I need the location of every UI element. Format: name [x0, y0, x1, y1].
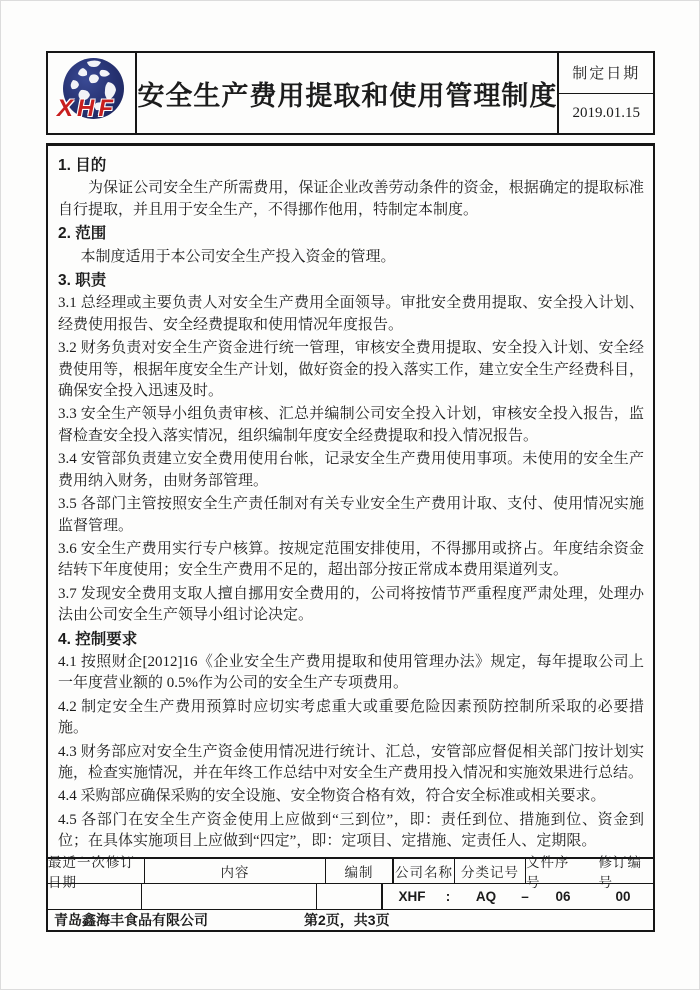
col-header-revision-date: 最近一次修订日期: [48, 859, 145, 883]
date-cell: [557, 53, 653, 133]
body-paragraph: 4.5 各部门在安全生产资金使用上应做到“三到位”，即：责任到位、措施到位、资金到位；在具体实施项目上应做到“四定”，即：定项目、定措施、定责任人、定期限。: [58, 811, 644, 850]
body-paragraph: 4.4 采购部应确保采购的安全设施、安全物资合格有效，符合安全标准或相关要求。: [58, 788, 606, 805]
code-colon: :: [445, 889, 451, 904]
logo-cell: [48, 53, 137, 133]
document-main-box: [46, 143, 655, 932]
body-paragraph: 3.4 安管部负责建立安全费用使用台帐，记录安全生产费用使用事项。未使用的安全生产费用纳入财务，由财务部管理。: [58, 451, 644, 489]
footer-company-row: [48, 910, 653, 930]
col-header-category-code: 分类记号: [455, 859, 526, 883]
body-paragraph: 4.1 按照财企[2012]16《企业安全生产费用提取和使用管理办法》规定，每年提取公司上一年度营业额的 0.5%作为公司的安全生产专项费用。: [58, 653, 644, 692]
col-header-file-and-revision-no: [526, 855, 653, 890]
section-heading: 2. 范围: [58, 225, 107, 243]
body-paragraph: 3.7 发现安全费用支取人擅自挪用安全费用的，公司将按情节严重程度严肃处理，处理办法由公司安全生产领导小组讨论决定。: [58, 585, 644, 624]
value-content: [142, 884, 317, 909]
document-body: [48, 146, 653, 858]
body-paragraph: 3.1 总经理或主要负责人对安全生产费用全面领导。审批安全费用提取、安全投入计划、经费使用报告、安全经费提取和使用情况年度报告。: [58, 295, 644, 333]
footer-table: [46, 857, 655, 932]
code-category: AQ: [475, 889, 497, 904]
document-title: 安全生产费用提取和使用管理制度: [137, 80, 558, 111]
code-revision-no: 00: [615, 889, 631, 904]
company-name: 青岛鑫海丰食品有限公司: [54, 912, 208, 928]
value-prepared-by: [317, 884, 383, 909]
body-paragraph: 4.3 财务部应对安全生产资金使用情况进行统计、汇总，安管部应督促相关部门按计划实施，检查实施情况，并在年终工作总结中对安全生产费用投入情况和实施效果进行总结。: [58, 743, 644, 781]
section-heading: 3. 职责: [58, 272, 107, 290]
code-company: XHF: [398, 889, 426, 904]
code-dash: –: [521, 889, 529, 904]
body-paragraph: 3.3 安全生产领导小组负责审核、汇总并编制公司安全投入计划，审核安全投入报告，监督检查安全投入落实情况，组织编制年度安全经费提取和投入情况报告。: [58, 406, 644, 444]
col-header-content: 内容: [145, 859, 326, 883]
footer-header-row: [48, 855, 653, 890]
section-heading: 1. 目的: [58, 157, 107, 174]
date-label: 制定日期: [559, 53, 653, 94]
footer-value-row: [48, 884, 653, 910]
date-value: 2019.01.15: [572, 104, 640, 121]
value-document-code: [383, 884, 653, 909]
body-paragraph: 3.5 各部门主管按照安全生产责任制对有关专业安全生产费用计取、支付、使用情况实施监督管理。: [58, 496, 644, 534]
col-header-file-no: 文件序号: [526, 855, 570, 890]
body-paragraph: 本制度适用于本公司安全生产投入资金的管理。: [80, 248, 396, 265]
body-paragraph: 4.2 制定安全生产费用预算时应切实考虑重大或重要危险因素预防控制所采取的必要措施。: [58, 698, 644, 737]
body-paragraph: 3.2 财务负责对安全生产资金进行统一管理，审核安全费用提取、安全投入计划、安全经费使用等，根据年度安全生产计划，做好资金的投入落实工作，建立安全生产经费科目，确保安全投入迅速及时。: [58, 340, 644, 400]
col-header-prepared-by: 编制: [326, 859, 394, 883]
value-revision-date: [48, 884, 142, 909]
body-paragraph: 3.6 安全生产费用实行专户核算。按规定范围安排使用，不得挪用或挤占。年度结余资金结转下年度使用；安全生产费用不足的，超出部分按正常成本费用渠道列支。: [58, 540, 644, 579]
section-heading: 4. 控制要求: [58, 630, 138, 648]
logo-text: XHF: [57, 95, 117, 122]
code-file-no: 06: [555, 889, 571, 904]
page-indicator: 第2页，共3页: [304, 912, 390, 928]
col-header-revision-no: 修订编号: [598, 855, 642, 890]
document-header: [46, 51, 655, 135]
col-header-company-name: 公司名称: [394, 859, 455, 883]
body-paragraph: 为保证公司安全生产所需费用，保证企业改善劳动条件的资金，根据确定的提取标准自行提取，并且用于安全生产，不得挪作他用，特制定本制度。: [58, 180, 644, 218]
